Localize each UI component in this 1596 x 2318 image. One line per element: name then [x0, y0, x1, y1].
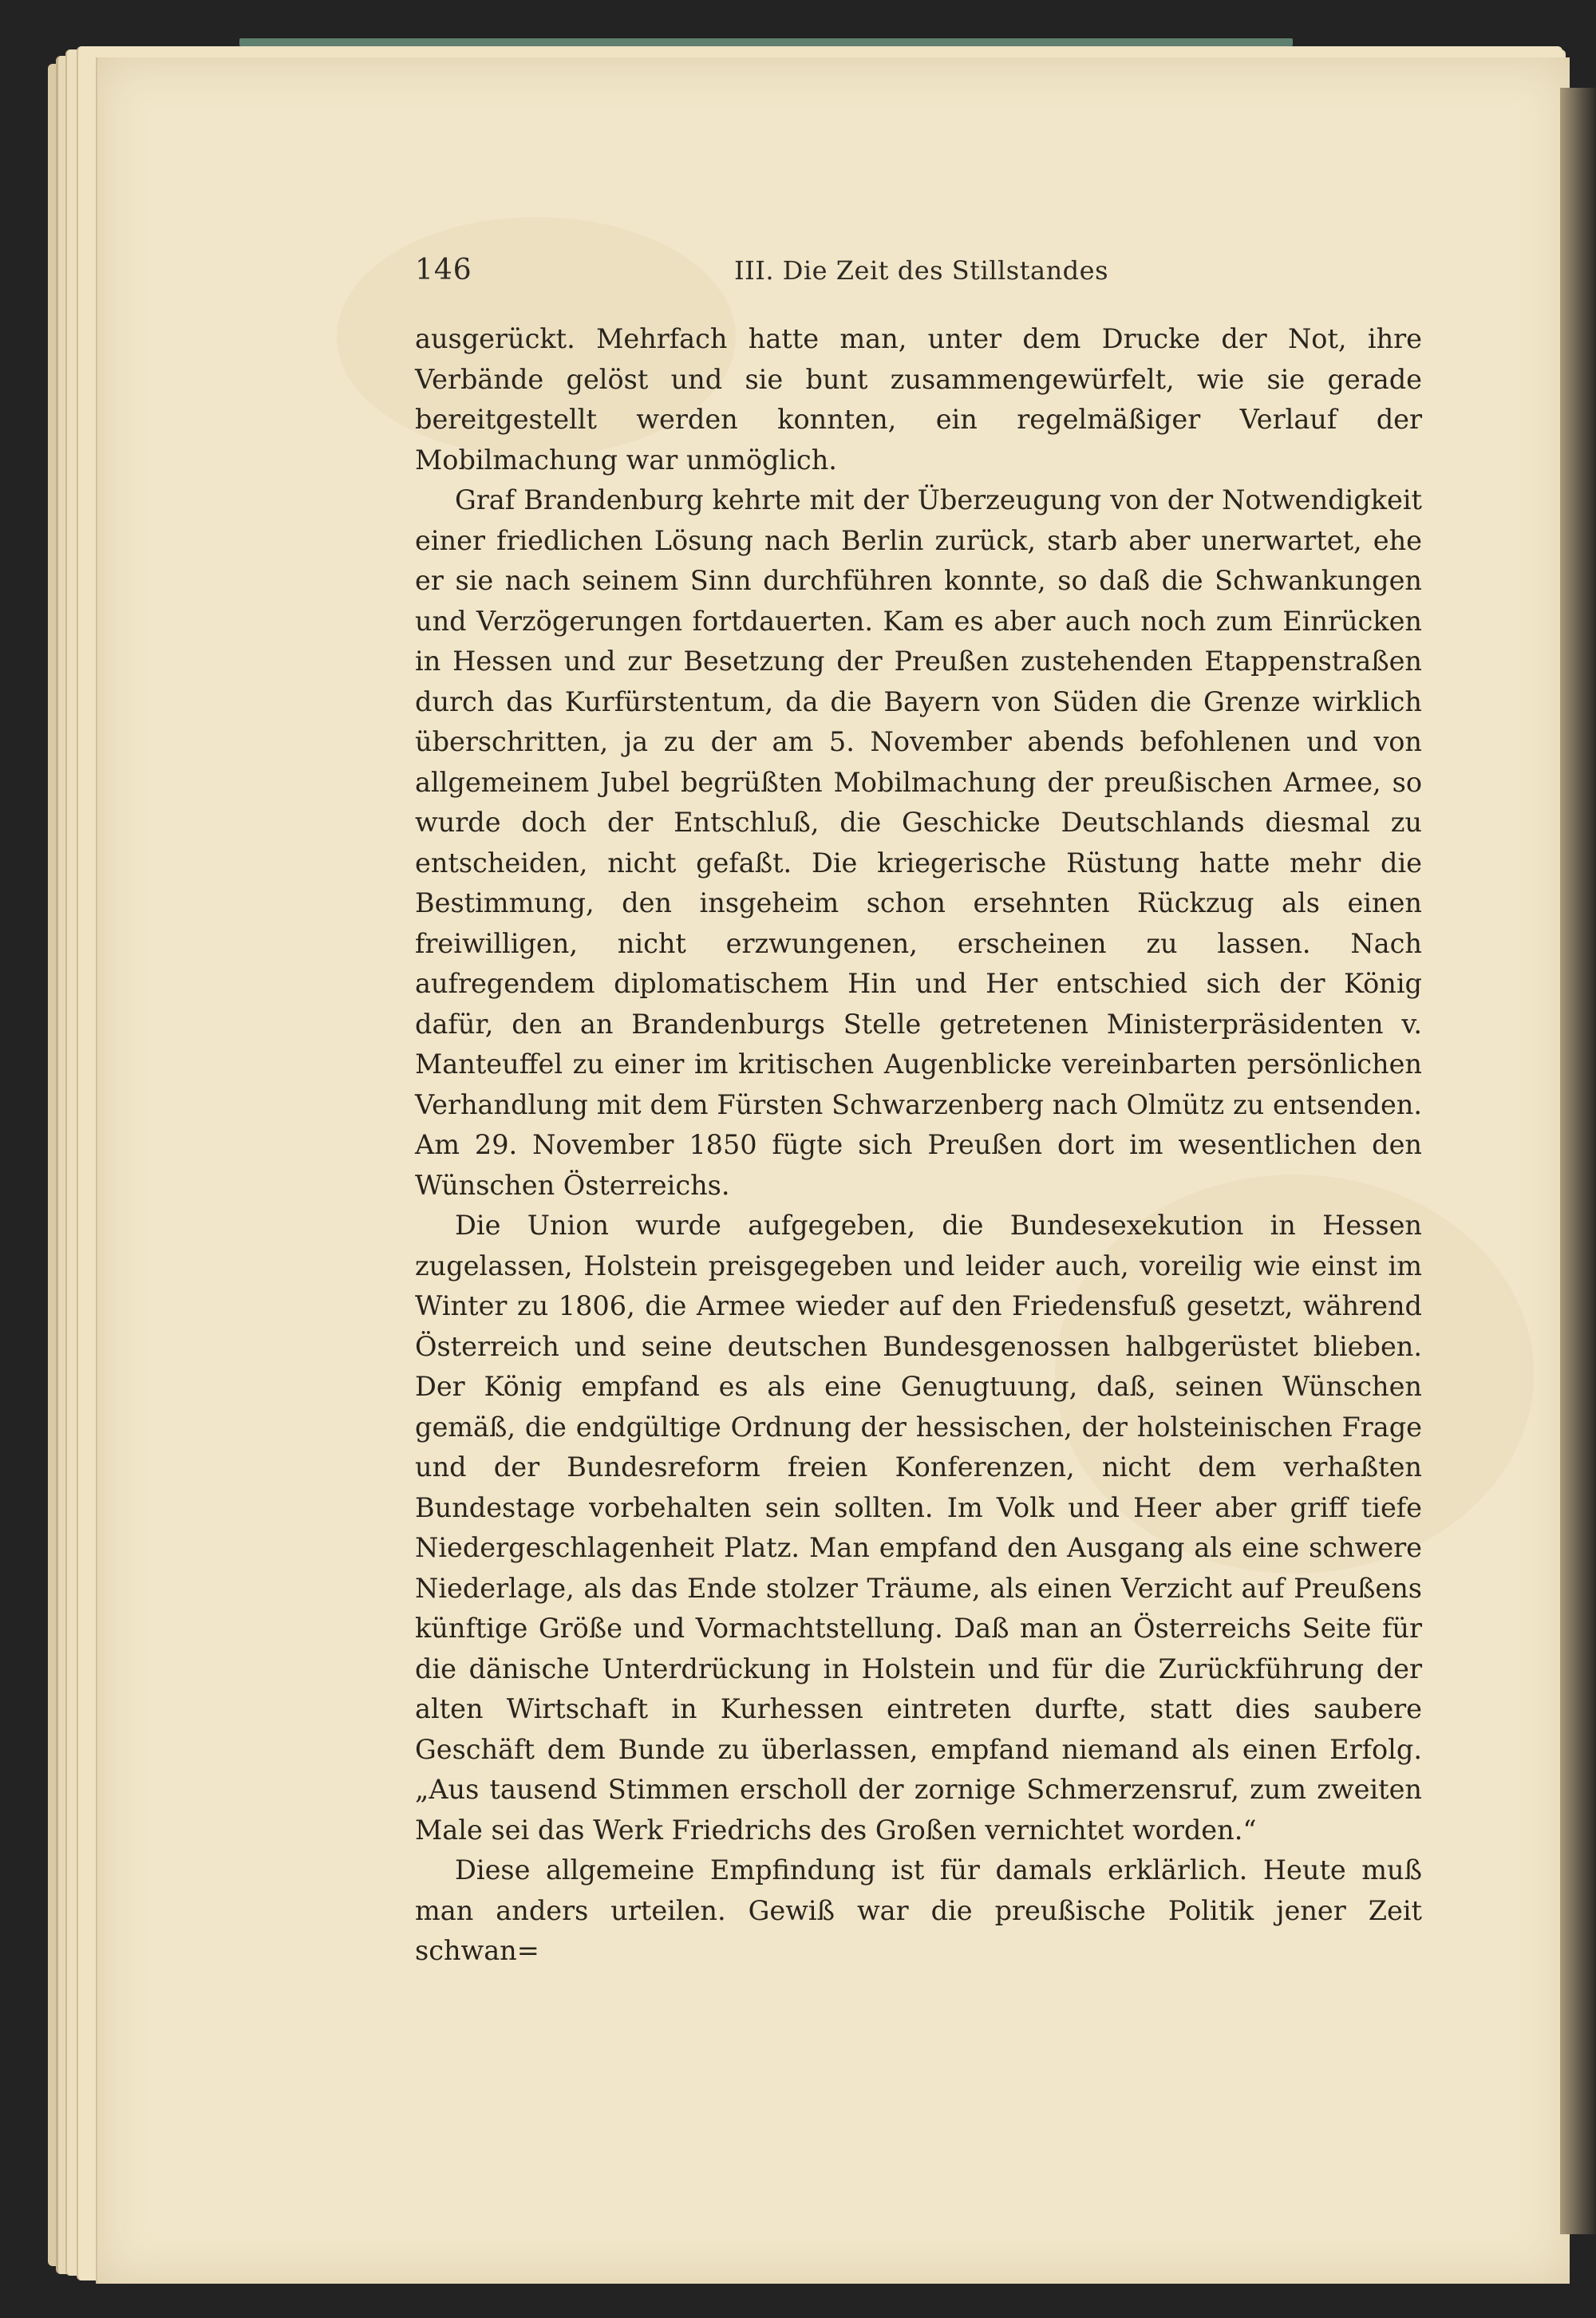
paragraph: ausgerückt. Mehrfach hatte man, unter dem Drucke der Not, ihre Verbände gelöst und sie bunt zusammengewürfelt, wie sie gerade bereitgestellt werden konnten, ein regelmäßiger Verlauf der Mobilmachung war unmöglich. — [415, 323, 1422, 476]
paragraph: Die Union wurde aufgegeben, die Bundesexekution in Hessen zugelassen, Holstein preisgegeben und leider auch, voreilig wie einst im Winter zu 1806, die Armee wieder auf den Friedensfuß gesetzt, während Österreich und seine deutschen Bundesgenossen halbgerüstet blieben. Der König empfand es als eine Genugtuung, daß, seinen Wünschen gemäß, die endgültige Ordnung der hessischen, der holsteinischen Frage und der Bundesreform freien Konferenzen, nicht dem verhaßten Bundestage vorbehalten sein sollten. Im Volk und Heer aber griff tiefe Niedergeschlagenheit Platz. Man empfand den Ausgang als eine schwere Niederlage, als das Ende stolzer Träume, als einen Verzicht auf Preußens künftige Größe und Vormachtstellung. Daß man an Österreichs Seite für die dänische Unterdrückung in Holstein und für die Zurückführung der alten Wirtschaft in Kurhessen eintreten durfte, statt dies saubere Geschäft dem Bunde zu überlassen, empfand niemand als einen Erfolg. „Aus tausend Stimmen erscholl der zornige Schmerzensruf, zum zweiten Male sei das Werk Friedrichs des Großen vernichtet worden.“ — [415, 1210, 1422, 1846]
page-number: 146 — [415, 254, 472, 286]
paragraph: Diese allgemeine Empfindung ist für damals erklärlich. Heute muß man anders urteilen. Gewiß war die preußische Politik jener Zeit schwan= — [415, 1854, 1422, 1966]
next-page-fold — [1560, 88, 1596, 2234]
body-text — [415, 319, 1422, 1972]
page-header — [415, 254, 1436, 302]
paragraph: Graf Brandenburg kehrte mit der Überzeugung von der Notwendigkeit einer friedlichen Lösung nach Berlin zurück, starb aber unerwartet, ehe er sie nach seinem Sinn durchführen konnte, so daß die Schwankungen und Verzögerungen fortdauerten. Kam es aber auch noch zum Einrücken in Hessen und zur Besetzung der Preußen zustehenden Etappenstraßen durch das Kurfürstentum, da die Bayern von Süden die Grenze wirklich überschritten, ja zu der am 5. November abends befohlenen und von allgemeinem Jubel begrüßten Mobilmachung der preußischen Armee, so wurde doch der Entschluß, die Geschicke Deutschlands diesmal zu entscheiden, nicht gefaßt. Die kriegerische Rüstung hatte mehr die Bestimmung, den insgeheim schon ersehnten Rückzug als einen freiwilligen, nicht erzwungenen, erscheinen zu lassen. Nach aufregendem diplomatischem Hin und Her entschied sich der König dafür, den an Brandenburgs Stelle getretenen Ministerpräsidenten v. Manteuffel zu einer im kritischen Augenblicke vereinbarten persönlichen Verhandlung mit dem Fürsten Schwarzenberg nach Olmütz zu entsenden. Am 29. November 1850 fügte sich Preußen dort im wesentlichen den Wünschen Österreichs. — [415, 484, 1422, 1201]
binding-strip — [239, 38, 1293, 46]
running-head: III. Die Zeit des Stillstandes — [734, 255, 1109, 286]
